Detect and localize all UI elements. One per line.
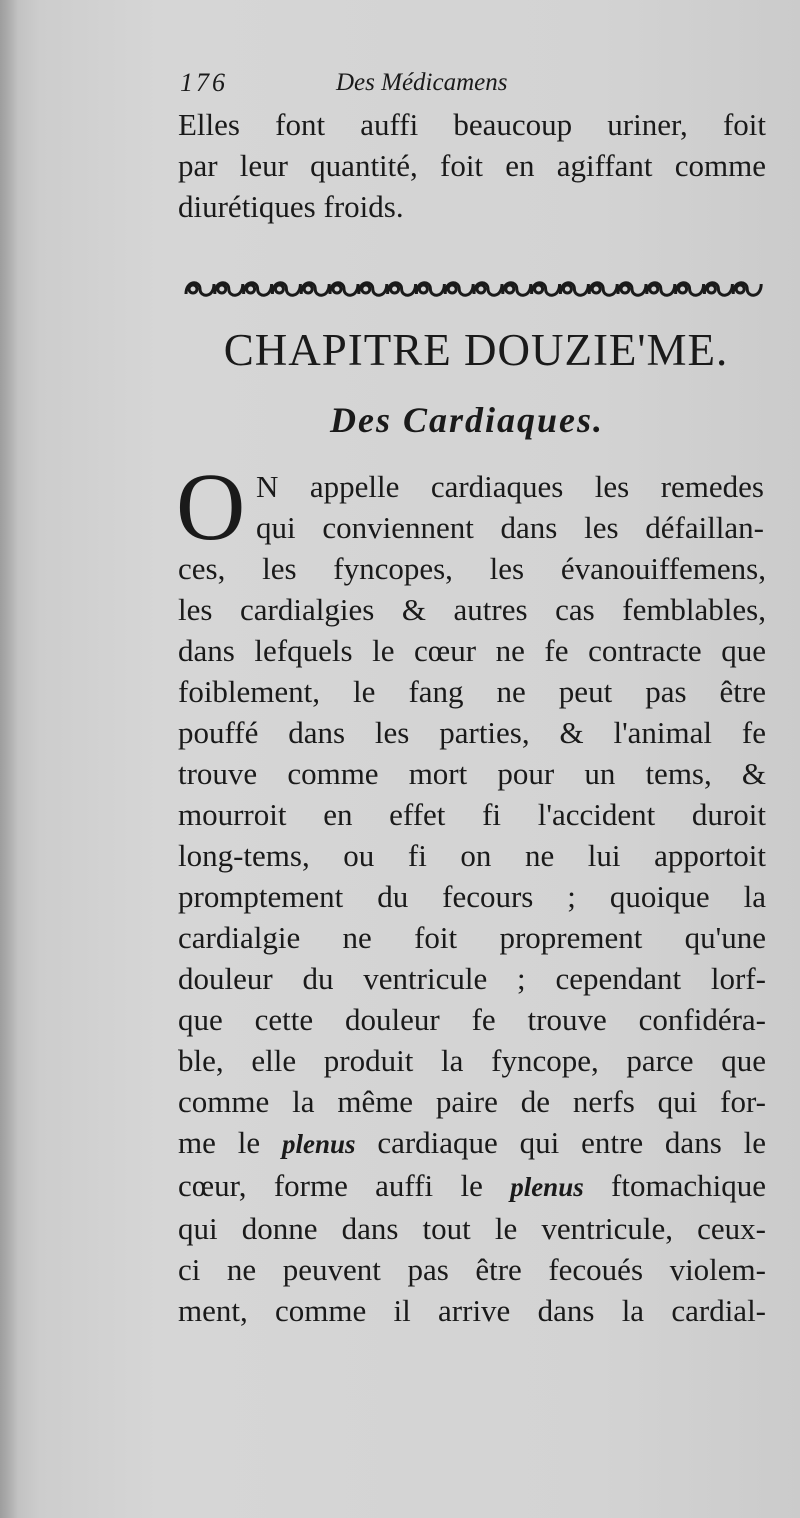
text-segment: comme la même paire de nerfs qui for-: [178, 1084, 766, 1119]
running-title: Des Médicamens: [336, 69, 508, 96]
italic-term: plenus: [281, 1129, 356, 1159]
text-segment: trouve comme mort pour un tems, &: [178, 756, 766, 791]
text-segment: foiblement, le fang ne peut pas être: [178, 674, 766, 709]
text-line: [178, 712, 766, 753]
ornamental-border: [182, 274, 764, 304]
ornament-dot: [592, 285, 600, 293]
text-segment: douleur du ventricule ; cependant lorf-: [178, 961, 766, 996]
text-segment: mourroit en effet fi l'accident duroit: [178, 797, 766, 832]
ornament-dot: [333, 285, 341, 293]
text-segment: ble, elle produit la fyncope, parce que: [178, 1043, 766, 1078]
intro-paragraph: [178, 104, 766, 227]
text-line: [178, 1081, 766, 1122]
ornament-dot: [477, 285, 485, 293]
ornament-dot: [650, 285, 658, 293]
text-segment: ci ne peuvent pas être fecoués violem-: [178, 1252, 766, 1287]
text-line: [178, 876, 766, 917]
ornament-dot: [247, 285, 255, 293]
first-lines: [256, 466, 764, 548]
text-line: diurétiques froids.: [178, 189, 404, 224]
text-line: [178, 753, 766, 794]
text-line: [178, 958, 766, 999]
ornament-dot: [275, 285, 283, 293]
ornament-dot: [621, 285, 629, 293]
main-paragraph: [178, 548, 766, 1331]
page-number: 176: [180, 68, 228, 97]
text-line: [178, 630, 766, 671]
ornament-dot: [736, 285, 744, 293]
text-segment: pouffé dans les parties, & l'animal fe: [178, 715, 766, 750]
ornament-dot: [535, 285, 543, 293]
text-line: N appelle cardiaques les remedes: [256, 469, 764, 504]
text-segment: cardialgie ne foit proprement qu'une: [178, 920, 766, 955]
text-segment: que cette douleur fe trouve confidéra-: [178, 1002, 766, 1037]
text-line: [178, 917, 766, 958]
text-line: qui conviennent dans les défaillan-: [256, 510, 764, 545]
text-segment: ftomachique: [583, 1168, 766, 1203]
text-line: [178, 548, 766, 589]
text-line: [178, 1122, 766, 1165]
text-line: [178, 1165, 766, 1208]
text-line: [178, 835, 766, 876]
ornament-dot: [506, 285, 514, 293]
text-line: [178, 794, 766, 835]
text-line: [178, 1290, 766, 1331]
text-segment: me le: [178, 1125, 282, 1160]
ornament-dot: [391, 285, 399, 293]
text-segment: dans lefquels le cœur ne fe contracte que: [178, 633, 766, 668]
text-segment: ment, comme il arrive dans la cardial-: [178, 1293, 766, 1328]
text-line: par leur quantité, foit en agiffant comme: [178, 148, 766, 183]
text-segment: cardiaque qui entre dans le: [355, 1125, 766, 1160]
section-title: Des Cardiaques.: [330, 400, 605, 440]
ornament-dot: [419, 285, 427, 293]
ornament-dot: [189, 285, 197, 293]
text-line: [178, 1040, 766, 1081]
text-line: [178, 1208, 766, 1249]
ornament-dot: [218, 285, 226, 293]
chapter-title: CHAPITRE DOUZIE'ME.: [223, 325, 729, 375]
text-segment: qui donne dans tout le ventricule, ceux-: [178, 1211, 766, 1246]
running-head: [180, 66, 600, 100]
text-segment: promptement du fecours ; quoique la: [178, 879, 766, 914]
italic-term: plenus: [510, 1172, 584, 1202]
text-segment: ces, les fyncopes, les évanouiffemens,: [178, 551, 766, 586]
gutter-shadow: [0, 0, 18, 1518]
ornament-dot: [563, 285, 571, 293]
text-segment: long-tems, ou fi on ne lui apportoit: [178, 838, 766, 873]
ornament-dot: [304, 285, 312, 293]
text-segment: les cardialgies & autres cas femblables,: [178, 592, 766, 627]
ornament-dot: [679, 285, 687, 293]
text-segment: cœur, forme auffi le: [178, 1168, 511, 1203]
text-line: [178, 589, 766, 630]
ornament-dot: [707, 285, 715, 293]
text-line: [178, 999, 766, 1040]
drop-cap: O: [176, 453, 246, 560]
ornament-dot: [362, 285, 370, 293]
text-line: [178, 671, 766, 712]
ornament-dot: [448, 285, 456, 293]
text-line: [178, 1249, 766, 1290]
text-line: Elles font auffi beaucoup uriner, foit: [178, 107, 766, 142]
